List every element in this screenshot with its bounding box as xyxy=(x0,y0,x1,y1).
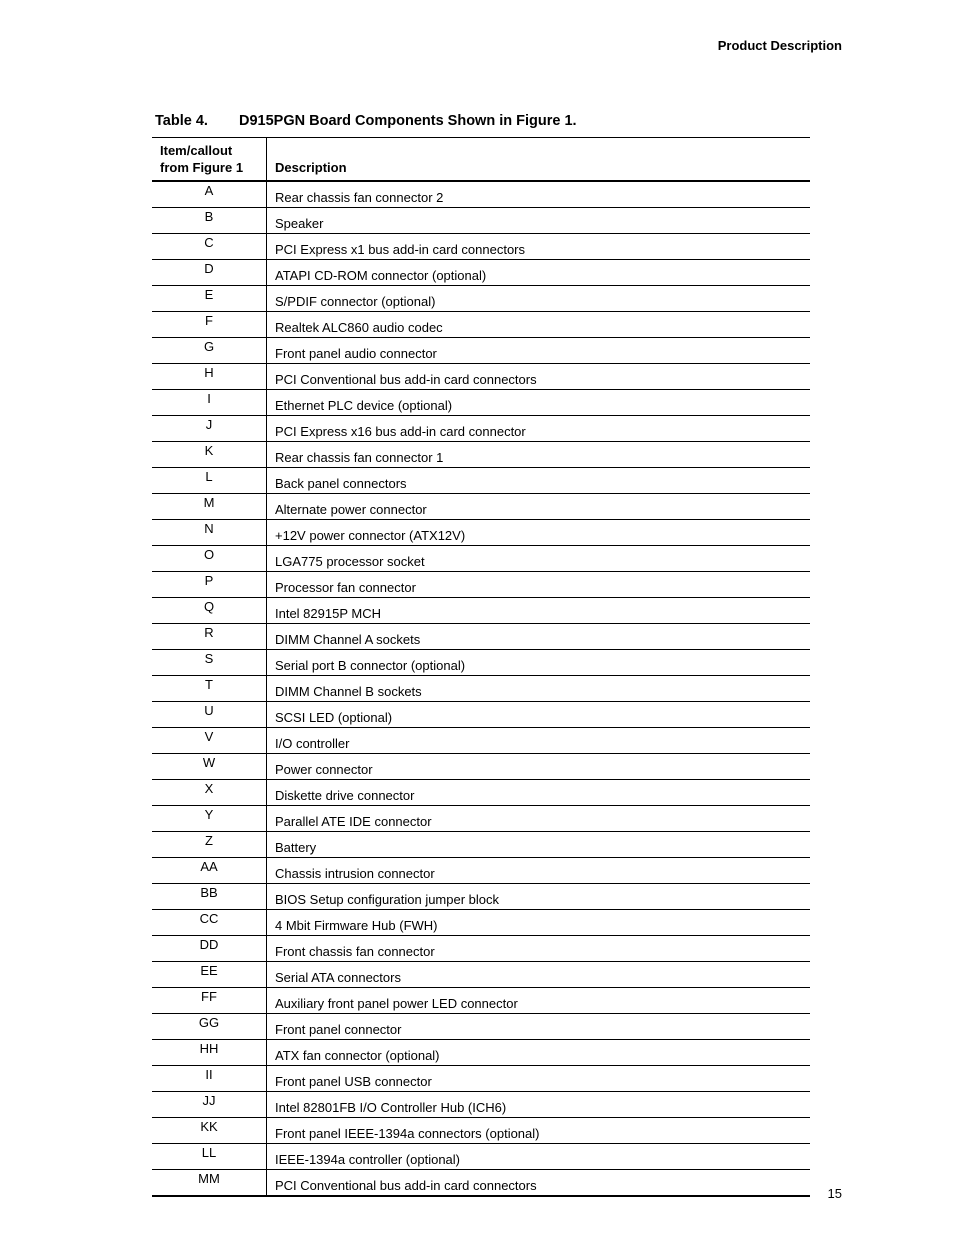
table-row xyxy=(152,208,810,234)
column-header-description: Description xyxy=(267,138,811,182)
description-cell: Diskette drive connector xyxy=(267,780,811,806)
description-cell: Battery xyxy=(267,832,811,858)
table-row xyxy=(152,260,810,286)
table-row xyxy=(152,338,810,364)
item-callout-cell: W xyxy=(152,754,267,780)
table-row xyxy=(152,754,810,780)
description-cell: Intel 82915P MCH xyxy=(267,598,811,624)
table-row xyxy=(152,598,810,624)
item-callout-cell: JJ xyxy=(152,1092,267,1118)
table-caption-number: Table 4. xyxy=(155,113,208,129)
table-row xyxy=(152,468,810,494)
item-callout-cell: P xyxy=(152,572,267,598)
item-callout-cell: S xyxy=(152,650,267,676)
table-caption xyxy=(155,113,577,129)
description-cell: Back panel connectors xyxy=(267,468,811,494)
item-callout-cell: O xyxy=(152,546,267,572)
description-cell: Serial ATA connectors xyxy=(267,962,811,988)
table-row xyxy=(152,858,810,884)
description-cell: Parallel ATE IDE connector xyxy=(267,806,811,832)
table-row xyxy=(152,806,810,832)
item-callout-cell: KK xyxy=(152,1118,267,1144)
description-cell: Front panel connector xyxy=(267,1014,811,1040)
column-header-item xyxy=(152,138,267,182)
table-row xyxy=(152,546,810,572)
item-callout-cell: LL xyxy=(152,1144,267,1170)
description-cell: ATAPI CD-ROM connector (optional) xyxy=(267,260,811,286)
page-number: 15 xyxy=(827,1186,842,1201)
item-callout-cell: E xyxy=(152,286,267,312)
table-row xyxy=(152,624,810,650)
table-row xyxy=(152,364,810,390)
description-cell: Front panel USB connector xyxy=(267,1066,811,1092)
description-cell: Front panel IEEE-1394a connectors (optional) xyxy=(267,1118,811,1144)
item-callout-cell: A xyxy=(152,181,267,208)
table-row xyxy=(152,234,810,260)
table-row xyxy=(152,442,810,468)
description-cell: Auxiliary front panel power LED connector xyxy=(267,988,811,1014)
item-callout-cell: N xyxy=(152,520,267,546)
item-callout-cell: FF xyxy=(152,988,267,1014)
table-row xyxy=(152,1144,810,1170)
description-cell: Serial port B connector (optional) xyxy=(267,650,811,676)
description-cell: PCI Express x1 bus add-in card connectors xyxy=(267,234,811,260)
item-callout-cell: U xyxy=(152,702,267,728)
item-callout-cell: J xyxy=(152,416,267,442)
description-cell: Chassis intrusion connector xyxy=(267,858,811,884)
description-cell: Front chassis fan connector xyxy=(267,936,811,962)
description-cell: Ethernet PLC device (optional) xyxy=(267,390,811,416)
table-row xyxy=(152,572,810,598)
description-cell: DIMM Channel B sockets xyxy=(267,676,811,702)
table-row xyxy=(152,312,810,338)
table-row xyxy=(152,702,810,728)
table-row xyxy=(152,1118,810,1144)
item-callout-cell: D xyxy=(152,260,267,286)
description-cell: SCSI LED (optional) xyxy=(267,702,811,728)
item-callout-cell: CC xyxy=(152,910,267,936)
item-callout-cell: BB xyxy=(152,884,267,910)
table-row xyxy=(152,1014,810,1040)
table-row xyxy=(152,1170,810,1197)
running-header: Product Description xyxy=(717,38,842,53)
item-callout-cell: F xyxy=(152,312,267,338)
item-callout-cell: K xyxy=(152,442,267,468)
description-cell: Speaker xyxy=(267,208,811,234)
table-row xyxy=(152,910,810,936)
item-callout-cell: AA xyxy=(152,858,267,884)
item-callout-cell: II xyxy=(152,1066,267,1092)
table-body xyxy=(152,181,810,1196)
table-row xyxy=(152,1092,810,1118)
table-row xyxy=(152,780,810,806)
table-row xyxy=(152,884,810,910)
item-callout-cell: Q xyxy=(152,598,267,624)
description-cell: LGA775 processor socket xyxy=(267,546,811,572)
item-callout-cell: H xyxy=(152,364,267,390)
item-callout-cell: B xyxy=(152,208,267,234)
item-callout-cell: HH xyxy=(152,1040,267,1066)
item-callout-cell: DD xyxy=(152,936,267,962)
item-callout-cell: MM xyxy=(152,1170,267,1197)
table-caption-title: D915PGN Board Components Shown in Figure 1. xyxy=(239,113,577,129)
table-row xyxy=(152,181,810,208)
table-row xyxy=(152,416,810,442)
description-cell: BIOS Setup configuration jumper block xyxy=(267,884,811,910)
description-cell: S/PDIF connector (optional) xyxy=(267,286,811,312)
item-callout-cell: G xyxy=(152,338,267,364)
description-cell: Front panel audio connector xyxy=(267,338,811,364)
table-row xyxy=(152,728,810,754)
item-callout-cell: M xyxy=(152,494,267,520)
description-cell: Power connector xyxy=(267,754,811,780)
table-row xyxy=(152,390,810,416)
item-callout-cell: I xyxy=(152,390,267,416)
table-row xyxy=(152,1040,810,1066)
table-row xyxy=(152,832,810,858)
description-cell: Rear chassis fan connector 2 xyxy=(267,181,811,208)
item-callout-cell: Z xyxy=(152,832,267,858)
item-callout-cell: X xyxy=(152,780,267,806)
table-header-row xyxy=(152,138,810,182)
components-table xyxy=(152,137,810,1197)
table-row xyxy=(152,650,810,676)
table-row xyxy=(152,962,810,988)
table-row xyxy=(152,286,810,312)
description-cell: 4 Mbit Firmware Hub (FWH) xyxy=(267,910,811,936)
item-callout-cell: L xyxy=(152,468,267,494)
description-cell: Intel 82801FB I/O Controller Hub (ICH6) xyxy=(267,1092,811,1118)
description-cell: IEEE-1394a controller (optional) xyxy=(267,1144,811,1170)
table-row xyxy=(152,520,810,546)
table-row xyxy=(152,1066,810,1092)
item-callout-cell: C xyxy=(152,234,267,260)
column-header-item-label: Item/callout from Figure 1 xyxy=(160,143,244,175)
description-cell: DIMM Channel A sockets xyxy=(267,624,811,650)
table-row xyxy=(152,676,810,702)
table-row xyxy=(152,494,810,520)
table-row xyxy=(152,936,810,962)
item-callout-cell: T xyxy=(152,676,267,702)
description-cell: PCI Conventional bus add-in card connectors xyxy=(267,364,811,390)
item-callout-cell: GG xyxy=(152,1014,267,1040)
description-cell: PCI Conventional bus add-in card connectors xyxy=(267,1170,811,1197)
description-cell: Realtek ALC860 audio codec xyxy=(267,312,811,338)
item-callout-cell: EE xyxy=(152,962,267,988)
description-cell: Alternate power connector xyxy=(267,494,811,520)
item-callout-cell: Y xyxy=(152,806,267,832)
table-row xyxy=(152,988,810,1014)
description-cell: Processor fan connector xyxy=(267,572,811,598)
item-callout-cell: V xyxy=(152,728,267,754)
description-cell: Rear chassis fan connector 1 xyxy=(267,442,811,468)
description-cell: +12V power connector (ATX12V) xyxy=(267,520,811,546)
description-cell: ATX fan connector (optional) xyxy=(267,1040,811,1066)
description-cell: I/O controller xyxy=(267,728,811,754)
item-callout-cell: R xyxy=(152,624,267,650)
description-cell: PCI Express x16 bus add-in card connector xyxy=(267,416,811,442)
